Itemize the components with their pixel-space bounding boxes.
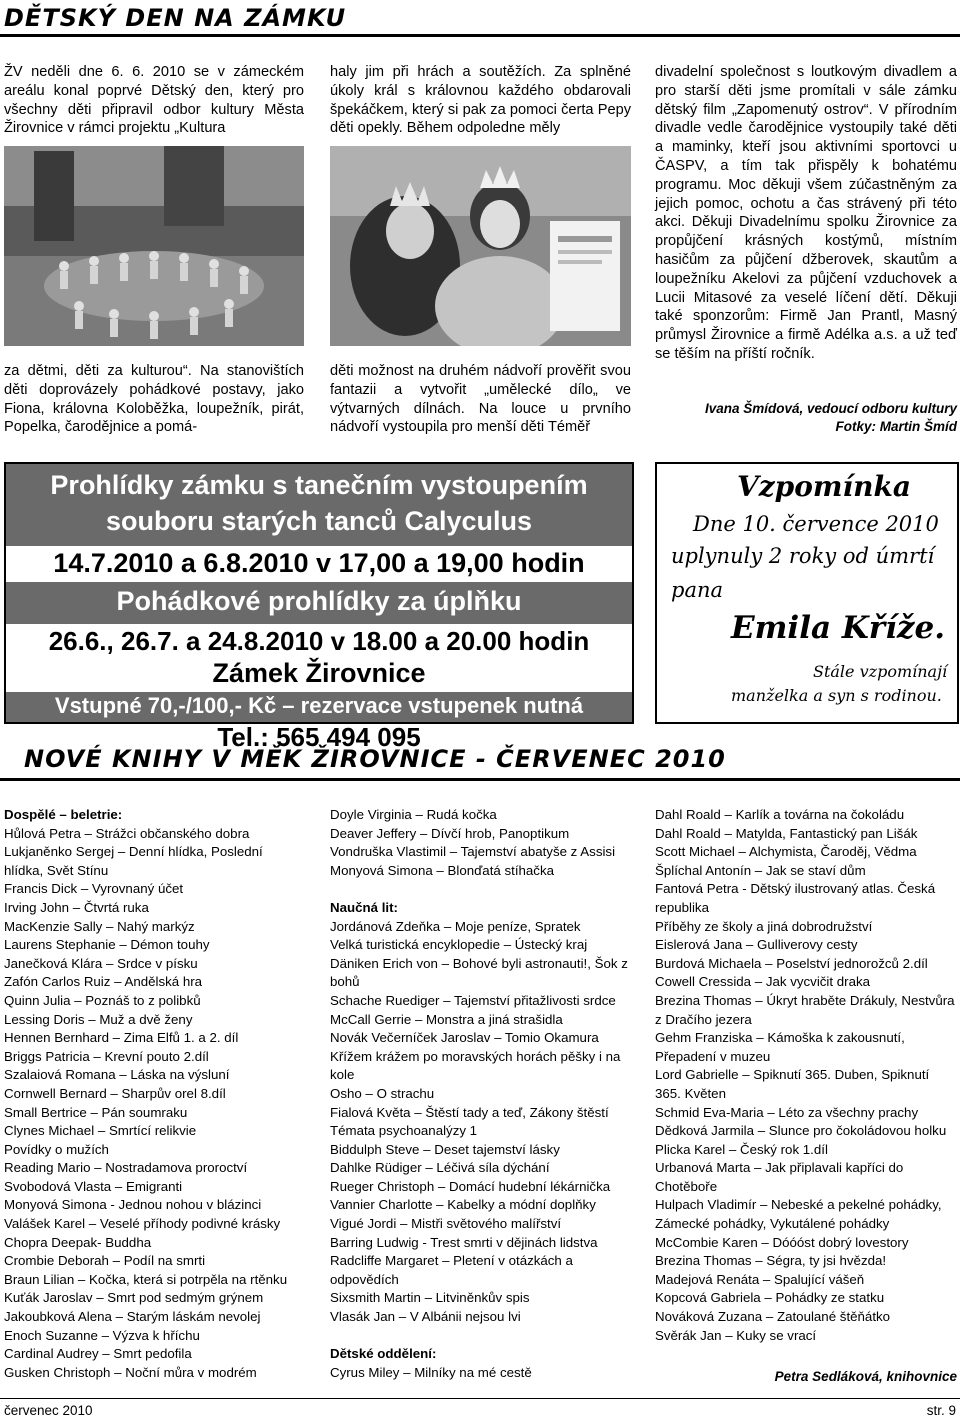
books-signature: Petra Sedláková, knihovnice [774,1369,957,1384]
book-entry: Novák Večerníček Jaroslav – Tomio Okamura [330,1030,599,1046]
book-entry: Vlasák Jan – V Albánii nejsou lvi [330,1309,521,1325]
memorial-family: manželka a syn s rodinou. [731,686,942,705]
article-col3 [655,63,957,364]
spacer [330,1327,632,1346]
section-rule [0,34,960,37]
book-category-heading: Dospělé – beletrie: [4,807,123,822]
banner-line-dates1: 14.7.2010 a 6.8.2010 v 17,00 a 19,00 hodin [53,548,585,578]
book-entry: Jordánová Zdeňka – Moje peníze, Spratek [330,918,581,934]
book-entry: Fialová Květa – Štěstí tady a teď, Zákony štěstí [330,1104,609,1120]
books-column-1 [4,806,304,1382]
books-column-3 [655,806,956,1345]
book-entry: Témata psychoanalýzy 1 [330,1123,478,1139]
book-entry: Plicka Karel – Český rok 1.díl [655,1141,828,1157]
book-entry: Brezina Thomas – Ségra, ty jsi hvězda! [655,1253,887,1269]
book-entry: Vannier Charlotte – Kabelky a módní doplňky [330,1197,596,1213]
book-entry: Barring Ludwig - Trest smrti v dějinách lidstva [330,1234,598,1250]
book-entry: Schache Ruediger – Tajemství přitažlivosti srdce [330,992,616,1008]
castle-tours-banner [4,462,634,724]
book-entry: Lord Gabrielle – Spiknutí 365. Duben, Spiknutí 365. Květen [655,1067,930,1101]
book-entry: Lessing Doris – Muž a dvě ženy [4,1011,193,1027]
memorial-remember: Stále vzpomínají [813,662,948,681]
book-entry: Dědková Jarmila – Slunce pro čokoládovou holku [655,1123,947,1139]
book-entry: Křížem krážem po moravských horách pěšky i na kole [330,1048,621,1083]
book-entry: Zafón Carlos Ruiz – Andělská hra [4,974,203,990]
book-entry: Dahl Roald – Karlík a továrna na čokoládu [655,807,905,822]
banner-line-dates2: 26.6., 26.7. a 24.8.2010 v 18.00 a 20.00 hodin [48,626,590,656]
book-entry: Deaver Jeffery – Dívčí hrob, Panoptikum [330,825,570,841]
book-entry: Schmid Eva-Maria – Léto za všechny prachy [655,1104,919,1120]
book-entry: McCombie Karen – Dóóóst dobrý lovestory [655,1234,909,1250]
book-entry: Cyrus Miley – Milníky na mé cestě [330,1364,532,1380]
book-entry: Reading Mario – Nostradamova proroctví [4,1160,248,1176]
book-entry: Enoch Suzanne – Výzva k hříchu [4,1327,200,1343]
book-category-heading: Dětské oddělení: [330,1346,437,1362]
book-entry: Dahlke Rüdiger – Léčivá síla dýchání [330,1160,550,1176]
book-entry: Cardinal Audrey – Smrt pedofila [4,1346,192,1362]
article-col1-bottom [4,362,304,437]
section-rule [0,778,960,781]
memorial-mr: pana [671,578,724,602]
book-entry: Vigué Jordi – Mistři světového malířství [330,1216,562,1232]
book-entry: Valášek Karel – Veselé příhody podivné krásky [4,1216,281,1232]
book-entry: McCall Gerrie – Monstra a jiná strašidla [330,1011,563,1027]
photo-children-dancing [4,146,304,346]
memorial-name: Emila Kříže. [731,610,946,646]
section-title-childrens-day: DĚTSKÝ DEN NA ZÁMKU [4,4,347,32]
photo-king-queen [330,146,631,346]
article-paragraph: divadelní společnost s loutkovým divadlem a pro starší děti jsme promítali v sále zámku dětský film „Zapomenutý ostrov“. V přírodním divadle vedle čarodějnice vystoupily také děti a maminky, kteří jsou aktivními sportovci u ČASPV, a tím tak přispěly k bohatému programu. Moc děkuji všem zúčastněným za jejich pomoc, ochotu a čas strávený při této akci. Děkuji Divadelnímu spolku Žirovnice za propůjčení krásných kostýmů, místním hasičům za půjčení džberovek, skautům a loupežníku Akelovi za půjčení vzduchovek a Lucii Mitasové za veselé líčení dětí. Děkuji také sponzorům: Firmě Jan Prantl, Masný průmysl Žirovnice a firmě Adélka a.s. a už teď se těším na příští ročník. [655,64,957,362]
book-entry: Kopcová Gabriela – Pohádky ze statku [655,1290,885,1306]
article-paragraph: haly jim při hrách a soutěžích. Za splněné úkoly král s královnou každého obdarovali špekáčkem, který si pak za pomoci čerta Pepy děti opekly. Během odpoledne měly [330,64,631,137]
book-entry: Small Bertrice – Pán soumraku [4,1104,188,1120]
book-entry: Hůlová Petra – Strážci občanského dobra [4,825,250,841]
book-entry: Doyle Virginia – Rudá kočka [330,807,497,822]
book-entry: Osho – O strachu [330,1085,435,1101]
memorial-title: Vzpomínka [737,470,912,503]
footer-month: červenec 2010 [4,1403,93,1418]
article-col2-top [330,63,631,138]
article-col1-top [4,63,304,138]
book-entry: Irving John – Čtvrtá ruka [4,899,149,915]
book-entry: Velká turistická encyklopedie – Ústecký kraj [330,937,588,953]
banner-line-ensemble: souboru starých tanců Calyculus [105,506,533,536]
section-title-new-books: NOVÉ KNIHY V MĚK ŽIROVNICE - ČERVENEC 2010 [24,745,726,773]
book-entry: Cornwell Bernard – Sharpův orel 8.díl [4,1085,226,1101]
article-paragraph: za dětmi, děti za kulturou“. Na stanovištích děti doprovázely pohádkové postavy, jako Fiona, královna Koloběžka, loupežník, pirát, Popelka, čarodějnice a pomá- [4,363,304,436]
memorial-date: Dne 10. července 2010 [693,512,939,536]
book-entry: Nováková Zuzana – Zatoulané štěňátko [655,1309,891,1325]
book-entry: Biddulph Steve – Deset tajemství lásky [330,1141,560,1157]
book-entry: Laurens Stephanie – Démon touhy [4,937,210,953]
article-paragraph: ŽV neděli dne 6. 6. 2010 se v zámeckém areálu konal poprvé Dětský den, který pro všechny děti připravil odbor kultury Města Žirovnice v rámci projektu „Kultura [4,64,304,137]
book-entry: Däniken Erich von – Bohové byli astronauti!, Šok z bohů [330,955,628,990]
book-entry: Monyová Simona - Jednou nohou v blázinci [4,1197,262,1213]
book-entry: Janečková Klára – Srdce v písku [4,955,198,971]
book-entry: Monyová Simona – Blonďatá stíhačka [330,862,555,878]
book-entry: Eislerová Jana – Gulliverovy cesty [655,937,858,953]
book-entry: Svobodová Vlasta – Emigranti [4,1178,183,1194]
book-entry: Burdová Michaela – Poselství jednorožců 2.díl [655,955,928,971]
footer-rule [0,1398,960,1399]
book-entry: Madejová Renáta – Spalující vášeň [655,1271,865,1287]
photo-children-dancing-image [4,146,304,346]
book-entry: Braun Lilian – Kočka, která si potrpěla na rtěnku [4,1271,288,1287]
book-entry: Svěrák Jan – Kuky se vrací [655,1327,817,1343]
book-entry: Šplíchal Antonín – Jak se staví dům [655,862,866,878]
book-entry: Fantová Petra - Dětský ilustrovaný atlas. Česká republika [655,881,936,915]
book-entry: Rueger Christoph – Domácí hudební lékárnička [330,1178,611,1194]
book-entry: Hulpach Vladimír – Nebeské a pekelné pohádky, Zámecké pohádky, Vykutálené pohádky [655,1197,942,1232]
book-entry: MacKenzie Sally – Nahý markýz [4,918,195,934]
book-entry: Vondruška Vlastimil – Tajemství abatyše z Assisi [330,844,616,860]
banner-line-fairytale: Pohádkové prohlídky za úplňku [116,586,522,616]
book-entry: Dahl Roald – Matylda, Fantastický pan Lišák [655,825,918,841]
book-entry: Brezina Thomas – Úkryt hraběte Drákuly, Nestvůra z Dračího jezera [655,992,955,1027]
book-entry: Gehm Franziska – Kámoška k zakousnutí, Přepadení v muzeu [655,1030,905,1064]
article-paragraph: děti možnost na druhém nádvoří prověřit svou fantazii a vytvořit „umělecké dílo„ ve výtvarných dílnách. Na louce u prvního nádvoří vystoupila pro menší děti Téměř [330,363,631,436]
book-entry: Szalaiová Romana – Láska na výsluní [4,1067,230,1083]
book-entry: Chopra Deepak- Buddha [4,1234,152,1250]
banner-line-admission: Vstupné 70,-/100,- Kč – rezervace vstupenek nutná [54,693,584,718]
signature-author: Ivana Šmídová, vedoucí odboru kultury [704,401,957,416]
memorial-years: uplynuly 2 roky od úmrtí [671,544,935,568]
book-entry: Povídky o mužích [4,1141,109,1157]
banner-line-tours: Prohlídky zámku s tanečním vystoupením [50,470,588,500]
book-entry: Quinn Julia – Poznáš to z polibků [4,992,201,1008]
photo-king-queen-image [330,146,631,346]
book-entry: Lukjaněnko Sergej – Denní hlídka, Poslední hlídka, Svět Stínu [4,844,263,878]
book-entry: Radcliffe Margaret – Pletení v otázkách a odpovědích [330,1253,573,1287]
book-entry: Scott Michael – Alchymista, Čaroděj, Vědma [655,844,917,860]
book-entry: Clynes Michael – Smrtící relikvie [4,1123,197,1139]
book-entry: Urbanová Marta – Jak připlavali kapříci do Chotěboře [655,1160,904,1194]
spacer [330,880,632,899]
book-entry: Sixsmith Martin – Litviněnkův spis [330,1290,530,1306]
banner-line-castle: Zámek Žirovnice [212,658,426,688]
article-col2-bottom [330,362,631,437]
book-entry: Briggs Patricia – Krevní pouto 2.díl [4,1048,209,1064]
book-entry: Hennen Bernhard – Zima Elfů 1. a 2. díl [4,1030,239,1046]
book-entry: Francis Dick – Vyrovnaný účet [4,881,184,897]
book-entry: Příběhy ze školy a jiná dobrodružství [655,918,873,934]
signature-photos: Fotky: Martin Šmíd [835,419,957,434]
footer-page-number: str. 9 [926,1403,956,1418]
book-entry: Gusken Christoph – Noční můra v modrém [4,1364,257,1380]
books-column-2 [330,806,632,1382]
book-entry: Cowell Cressida – Jak vycvičit draka [655,974,871,990]
banner-line-phone: Tel.: 565 494 095 [217,722,421,752]
article-signature [600,400,957,436]
book-entry: Jakoubková Alena – Starým láskám nevolej [4,1309,261,1325]
book-entry: Crombie Deborah – Podíl na smrti [4,1253,206,1269]
book-category-heading: Naučná lit: [330,899,398,915]
book-entry: Kuťák Jaroslav – Smrt pod sedmým grýnem [4,1290,264,1306]
memorial-notice [655,462,959,724]
